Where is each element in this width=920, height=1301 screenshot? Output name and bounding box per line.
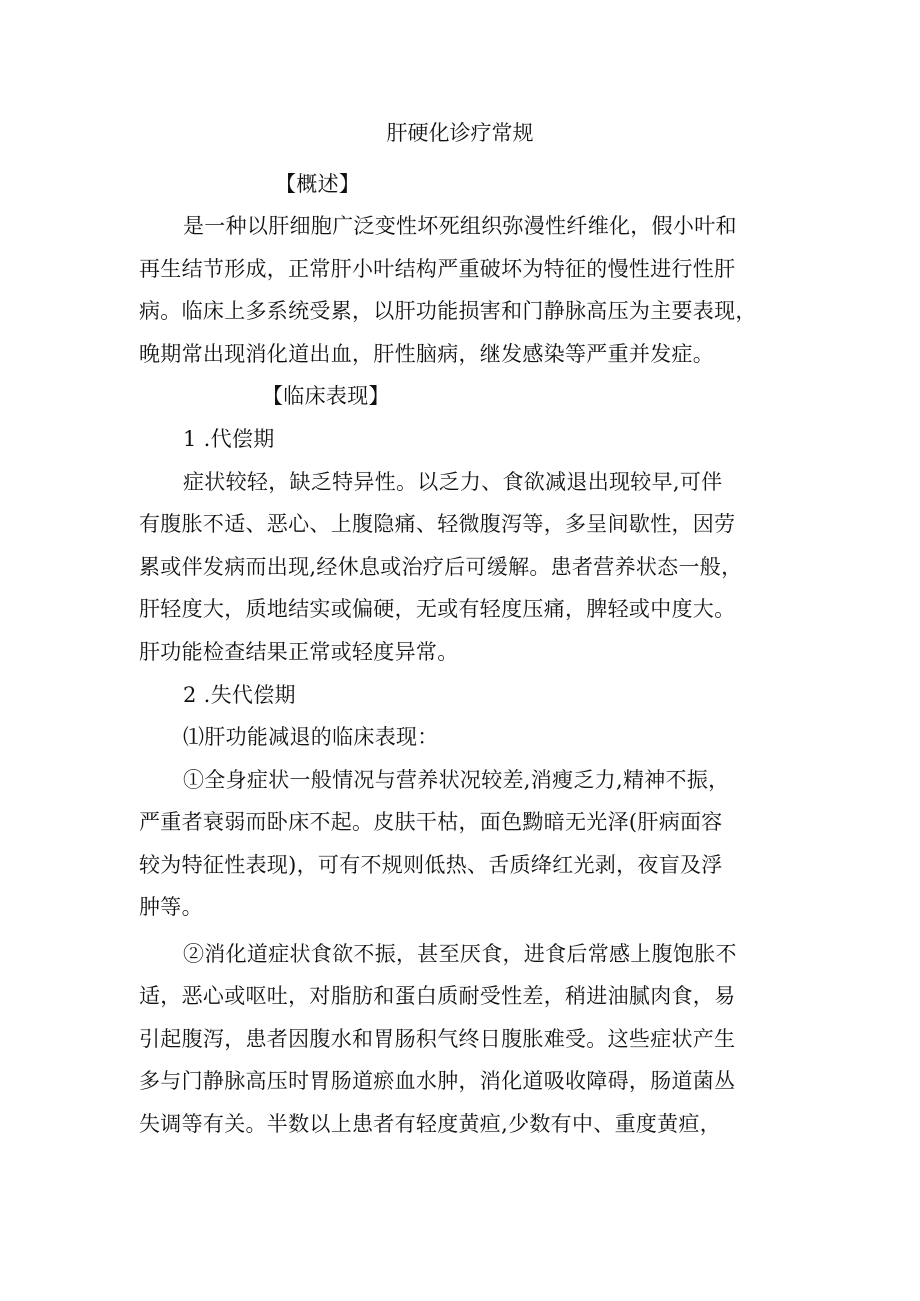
subsection-heading-decompensated: 2 .失代偿期 <box>183 683 296 707</box>
paragraph-line: 多与门静脉高压时胃肠道瘀血水肿，消化道吸收障碍，肠道菌丛 <box>139 1069 736 1093</box>
paragraph-line: 较为特征性表现)，可有不规则低热、舌质绛红光剥，夜盲及浮 <box>139 853 723 877</box>
list-item-heading: ⑴肝功能减退的临床表现： <box>183 725 439 749</box>
paragraph-line: 适，恶心或呕吐，对脂肪和蛋白质耐受性差，稍进油腻肉食，易 <box>139 984 736 1008</box>
paragraph-line: 肿等。 <box>139 895 203 919</box>
paragraph-line: 引起腹泻，患者因腹水和胃肠积气终日腹胀难受。这些症状产生 <box>139 1027 736 1051</box>
paragraph-line: ①全身症状一般情况与营养状况较差,消瘦乏力,精神不振， <box>183 768 730 792</box>
section-heading-overview: 【概述】 <box>275 172 361 196</box>
paragraph-line: 累或伴发病而出现,经休息或治疗后可缓解。患者营养状态一般， <box>139 555 743 579</box>
paragraph-line: 再生结节形成，正常肝小叶结构严重破坏为特征的慢性进行性肝 <box>139 257 736 281</box>
paragraph-line: 肝功能检查结果正常或轻度异常。 <box>139 640 459 664</box>
paragraph-line: 肝轻度大，质地结实或偏硬，无或有轻度压痛，脾轻或中度大。 <box>139 597 736 621</box>
paragraph-line: 是一种以肝细胞广泛变性坏死组织弥漫性纤维化，假小叶和 <box>183 214 737 238</box>
paragraph-line: 病。临床上多系统受累，以肝功能损害和门静脉高压为主要表现， <box>139 299 757 323</box>
section-heading-clinical: 【临床表现】 <box>262 384 390 408</box>
paragraph-line: 失调等有关。半数以上患者有轻度黄疸,少数有中、重度黄疸， <box>139 1112 722 1136</box>
paragraph-line: 有腹胀不适、恶心、上腹隐痛、轻微腹泻等，多呈间歇性，因劳 <box>139 512 736 536</box>
subsection-heading-compensated: 1 .代偿期 <box>183 427 275 451</box>
paragraph-line: 严重者衰弱而卧床不起。皮肤干枯，面色黝暗无光泽(肝病面容 <box>139 810 723 834</box>
paragraph-line: ②消化道症状食欲不振，甚至厌食，进食后常感上腹饱胀不 <box>183 942 737 966</box>
document-title: 肝硬化诊疗常规 <box>386 121 534 145</box>
paragraph-line: 症状较轻，缺乏特异性。以乏力、食欲减退出现较早,可伴 <box>183 470 723 494</box>
paragraph-line: 晚期常出现消化道出血，肝性脑病，继发感染等严重并发症。 <box>139 342 715 366</box>
